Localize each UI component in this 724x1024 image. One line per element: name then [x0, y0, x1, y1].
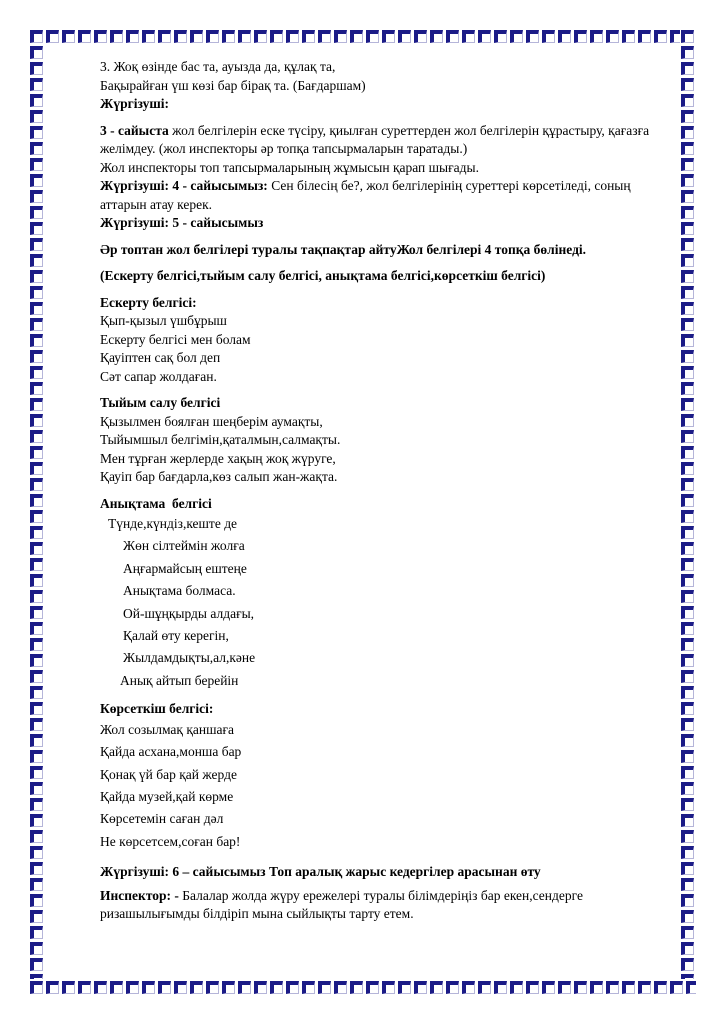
border-tile [30, 78, 43, 91]
border-tile [542, 30, 555, 43]
poem-line: Жөн сілтеймін жолға [123, 538, 245, 554]
border-tile [30, 302, 43, 315]
poem-line: Аңғармайсың ештеңе [123, 560, 247, 576]
border-tile [30, 686, 43, 699]
border-tile [446, 30, 459, 43]
border-tile [681, 270, 694, 283]
border-tile [681, 638, 694, 651]
poem-line: Қалай өту керегін, [123, 628, 229, 644]
border-tile [526, 30, 539, 43]
border-tile [30, 62, 43, 75]
border-tile [398, 30, 411, 43]
border-tile [238, 30, 251, 43]
presenter-label: Жүргізуші: [100, 96, 170, 111]
border-tile [681, 798, 694, 811]
poem-line: Қып-қызыл үшбұрыш [100, 313, 227, 328]
border-tile [654, 981, 667, 994]
border-tile [302, 30, 315, 43]
border-tile [654, 30, 667, 43]
border-tile [681, 110, 694, 123]
border-tile [681, 926, 694, 939]
border-tile [681, 46, 694, 59]
border-tile [190, 981, 203, 994]
border-tile [382, 30, 395, 43]
border-tile [30, 878, 43, 891]
border-tile [30, 798, 43, 811]
border-tile [254, 30, 267, 43]
border-tile [681, 846, 694, 859]
border-tile [681, 670, 694, 683]
border-tile [478, 981, 491, 994]
border-tile [462, 981, 475, 994]
border-tile [681, 254, 694, 267]
border-tile [494, 981, 507, 994]
border-tile [681, 542, 694, 555]
border-tile [681, 862, 694, 875]
border-tile [30, 254, 43, 267]
border-tile [142, 30, 155, 43]
border-tile [681, 206, 694, 219]
border-tile [681, 142, 694, 155]
border-tile [398, 981, 411, 994]
inspector-check-line: Жол инспекторы топ тапсырмаларының жұмысын қарап шығады. [100, 159, 479, 175]
border-tile [681, 238, 694, 251]
border-tile [681, 654, 694, 667]
border-tile [681, 126, 694, 139]
border-tile [30, 494, 43, 507]
border-tile [254, 981, 267, 994]
border-tile [30, 382, 43, 395]
border-tile [526, 981, 539, 994]
border-tile [681, 366, 694, 379]
border-tile [686, 981, 696, 994]
border-tile [638, 981, 651, 994]
border-tile [681, 318, 694, 331]
page-border-bottom [30, 981, 696, 996]
border-tile [510, 981, 523, 994]
border-tile [30, 350, 43, 363]
poem-line: Жылдамдықты,ал,кәне [123, 650, 256, 666]
border-tile [158, 30, 171, 43]
border-tile [94, 981, 107, 994]
border-tile [510, 30, 523, 43]
border-tile [590, 981, 603, 994]
border-tile [478, 30, 491, 43]
tyiym-poem [100, 413, 660, 487]
border-tile [318, 30, 331, 43]
border-tile [30, 142, 43, 155]
border-tile [681, 382, 694, 395]
border-tile [382, 981, 395, 994]
border-tile [30, 974, 43, 979]
border-tile [110, 981, 123, 994]
border-tile [681, 814, 694, 827]
border-tile [270, 981, 283, 994]
border-tile [446, 981, 459, 994]
heading-types: (Ескерту белгісі,тыйым салу белгісі, анықтама белгісі,көрсеткіш белгісі) [100, 268, 546, 283]
heading-groups: Әр топтан жол белгілері туралы тақпақтар айтуЖол белгілері 4 топқа бөлінеді. [100, 241, 587, 257]
poem-line: Қызылмен боялған шеңберім аумақты, [100, 413, 323, 429]
border-tile [30, 446, 43, 459]
border-tile [206, 981, 219, 994]
contest5-line: Жүргізуші: 5 - сайысымыз [100, 215, 264, 230]
eskertu-poem [100, 312, 660, 386]
border-tile [30, 46, 43, 59]
border-tile [30, 942, 43, 955]
border-tile [30, 718, 43, 731]
poem-line: Анық айтып берейін [120, 672, 239, 688]
border-tile [30, 750, 43, 763]
border-tile [30, 894, 43, 907]
border-tile [30, 318, 43, 331]
poem-line: Ой-шұңқырды алдағы, [123, 605, 255, 621]
border-tile [681, 446, 694, 459]
border-tile [366, 981, 379, 994]
border-tile [30, 190, 43, 203]
border-tile [62, 981, 75, 994]
contest4-paragraph: Жүргізуші: 4 - сайысымыз: Сен білесің бе?, жол белгілерінің суреттері көрсетіледі, соның аттарын атау керек. [100, 178, 634, 212]
border-tile [638, 30, 651, 43]
border-tile [126, 30, 139, 43]
border-tile [30, 30, 43, 43]
border-tile [318, 981, 331, 994]
border-tile [681, 190, 694, 203]
border-tile [681, 910, 694, 923]
border-tile [681, 174, 694, 187]
border-tile [30, 110, 43, 123]
korsetkish-poem [100, 719, 660, 853]
page-border-left [30, 46, 45, 979]
border-tile [46, 981, 59, 994]
border-tile [30, 206, 43, 219]
inspector-final-paragraph: Инспектор: - Балалар жолда жүру ережелері туралы білімдеріңіз бар екен,сендерге ризашылығымды білдіріп мына сыйлықты тарту етем. [100, 887, 587, 922]
border-tile [30, 478, 43, 491]
border-tile [110, 30, 123, 43]
poem-line: Түнде,күндіз,кеште де [108, 516, 238, 531]
border-tile [670, 981, 683, 994]
border-tile [238, 981, 251, 994]
border-tile [30, 766, 43, 779]
border-tile [681, 494, 694, 507]
poem-line: Қонақ үй бар қай жерде [100, 766, 237, 782]
border-tile [681, 414, 694, 427]
border-tile [574, 30, 587, 43]
border-tile [681, 510, 694, 523]
border-tile [30, 222, 43, 235]
border-tile [622, 30, 635, 43]
border-tile [30, 981, 43, 994]
border-tile [30, 702, 43, 715]
page-border-right [681, 30, 696, 979]
border-tile [30, 158, 43, 171]
border-tile [681, 526, 694, 539]
border-tile [30, 398, 43, 411]
border-tile [681, 718, 694, 731]
border-tile [30, 334, 43, 347]
border-tile [681, 302, 694, 315]
poem-line: Жол созылмақ қаншаға [100, 721, 235, 737]
border-tile [681, 478, 694, 491]
border-tile [142, 981, 155, 994]
border-tile [222, 981, 235, 994]
border-tile [30, 510, 43, 523]
border-tile [30, 638, 43, 651]
poem-line: Қайда асхана,монша бар [100, 744, 242, 760]
border-tile [681, 30, 694, 43]
border-tile [30, 654, 43, 667]
border-tile [681, 78, 694, 91]
border-tile [606, 981, 619, 994]
border-tile [30, 542, 43, 555]
border-tile [78, 981, 91, 994]
poem-line: Анықтама болмаса. [123, 583, 236, 599]
border-tile [158, 981, 171, 994]
border-tile [286, 981, 299, 994]
border-tile [681, 430, 694, 443]
border-tile [622, 981, 635, 994]
border-tile [46, 30, 59, 43]
border-tile [681, 878, 694, 891]
border-tile [681, 62, 694, 75]
border-tile [30, 174, 43, 187]
border-tile [681, 462, 694, 475]
border-tile [681, 686, 694, 699]
border-tile [681, 558, 694, 571]
border-tile [30, 926, 43, 939]
border-tile [62, 30, 75, 43]
border-tile [30, 238, 43, 251]
border-tile [430, 30, 443, 43]
document-content [100, 58, 660, 924]
border-tile [30, 782, 43, 795]
border-tile [30, 958, 43, 971]
poem-line: Қайда музей,қай көрме [100, 788, 234, 804]
border-tile [350, 981, 363, 994]
border-tile [414, 981, 427, 994]
border-tile [30, 814, 43, 827]
anyqtama-title: Анықтама белгісі [100, 495, 212, 511]
border-tile [30, 846, 43, 859]
border-tile [681, 590, 694, 603]
border-tile [681, 974, 694, 979]
border-tile [30, 270, 43, 283]
border-tile [30, 670, 43, 683]
border-tile [30, 590, 43, 603]
border-tile [558, 30, 571, 43]
poem-line: Көрсетемін саған дәл [100, 811, 224, 827]
border-tile [222, 30, 235, 43]
border-tile [681, 606, 694, 619]
border-tile [334, 981, 347, 994]
border-tile [30, 734, 43, 747]
border-tile [30, 910, 43, 923]
border-tile [30, 286, 43, 299]
border-tile [206, 30, 219, 43]
border-tile [574, 981, 587, 994]
border-tile [681, 334, 694, 347]
border-tile [30, 526, 43, 539]
border-tile [30, 366, 43, 379]
border-tile [494, 30, 507, 43]
border-tile [334, 30, 347, 43]
border-tile [190, 30, 203, 43]
border-tile [681, 942, 694, 955]
poem-line: Мен тұрған жерлерде хақың жоқ жүруге, [100, 450, 336, 466]
page-border-top [30, 30, 680, 45]
border-tile [681, 894, 694, 907]
border-tile [681, 958, 694, 971]
border-tile [590, 30, 603, 43]
riddle-line: Бақырайған үш көзі бар бірақ та. (Бағдаршам) [100, 77, 366, 93]
border-tile [670, 30, 680, 43]
border-tile [681, 702, 694, 715]
border-tile [681, 750, 694, 763]
poem-line: Тыйымшыл белгімін,қаталмын,салмақты. [100, 432, 341, 447]
border-tile [681, 782, 694, 795]
korsetkish-title: Көрсеткіш белгісі: [100, 701, 214, 717]
border-tile [414, 30, 427, 43]
poem-line: Қауіптен сақ бол деп [100, 350, 221, 365]
border-tile [302, 981, 315, 994]
border-tile [606, 30, 619, 43]
border-tile [30, 606, 43, 619]
border-tile [270, 30, 283, 43]
contest6-line: Жүргізуші: 6 – сайысымыз Топ аралық жарыс кедергілер арасынан өту [100, 864, 541, 880]
border-tile [286, 30, 299, 43]
poem-line: Ескерту белгісі мен болам [100, 331, 251, 347]
border-tile [681, 286, 694, 299]
border-tile [174, 30, 187, 43]
poem-line: Қауіп бар бағдарла,көз салып жан-жақта. [100, 469, 338, 484]
border-tile [30, 414, 43, 427]
border-tile [681, 222, 694, 235]
border-tile [78, 30, 91, 43]
border-tile [174, 981, 187, 994]
border-tile [681, 574, 694, 587]
border-tile [681, 734, 694, 747]
contest3-paragraph: 3 - сайыста жол белгілерін еске түсіру, қиылған суреттерден жол белгілерін құрастыру, қағазға желімдеу. (жол инспекторы әр топқа тапсырмаларын таратады.) [100, 122, 653, 156]
border-tile [558, 981, 571, 994]
border-tile [681, 830, 694, 843]
anyqtama-poem [100, 513, 660, 692]
border-tile [30, 862, 43, 875]
border-tile [542, 981, 555, 994]
border-tile [430, 981, 443, 994]
poem-line: Сәт сапар жолдаған. [100, 368, 217, 384]
border-tile [30, 94, 43, 107]
riddle-line: 3. Жоқ өзінде бас та, ауызда да, құлақ та, [100, 59, 336, 74]
border-tile [30, 126, 43, 139]
border-tile [94, 30, 107, 43]
border-tile [681, 398, 694, 411]
border-tile [681, 158, 694, 171]
border-tile [681, 350, 694, 363]
border-tile [30, 574, 43, 587]
tyiym-title: Тыйым салу белгісі [100, 395, 221, 410]
border-tile [30, 622, 43, 635]
border-tile [126, 981, 139, 994]
poem-line: Не көрсетсем,соған бар! [100, 833, 241, 849]
border-tile [350, 30, 363, 43]
eskertu-title: Ескерту белгісі: [100, 294, 197, 310]
border-tile [30, 830, 43, 843]
border-tile [30, 558, 43, 571]
border-tile [30, 462, 43, 475]
border-tile [366, 30, 379, 43]
border-tile [30, 430, 43, 443]
border-tile [462, 30, 475, 43]
border-tile [681, 94, 694, 107]
border-tile [681, 766, 694, 779]
border-tile [681, 622, 694, 635]
